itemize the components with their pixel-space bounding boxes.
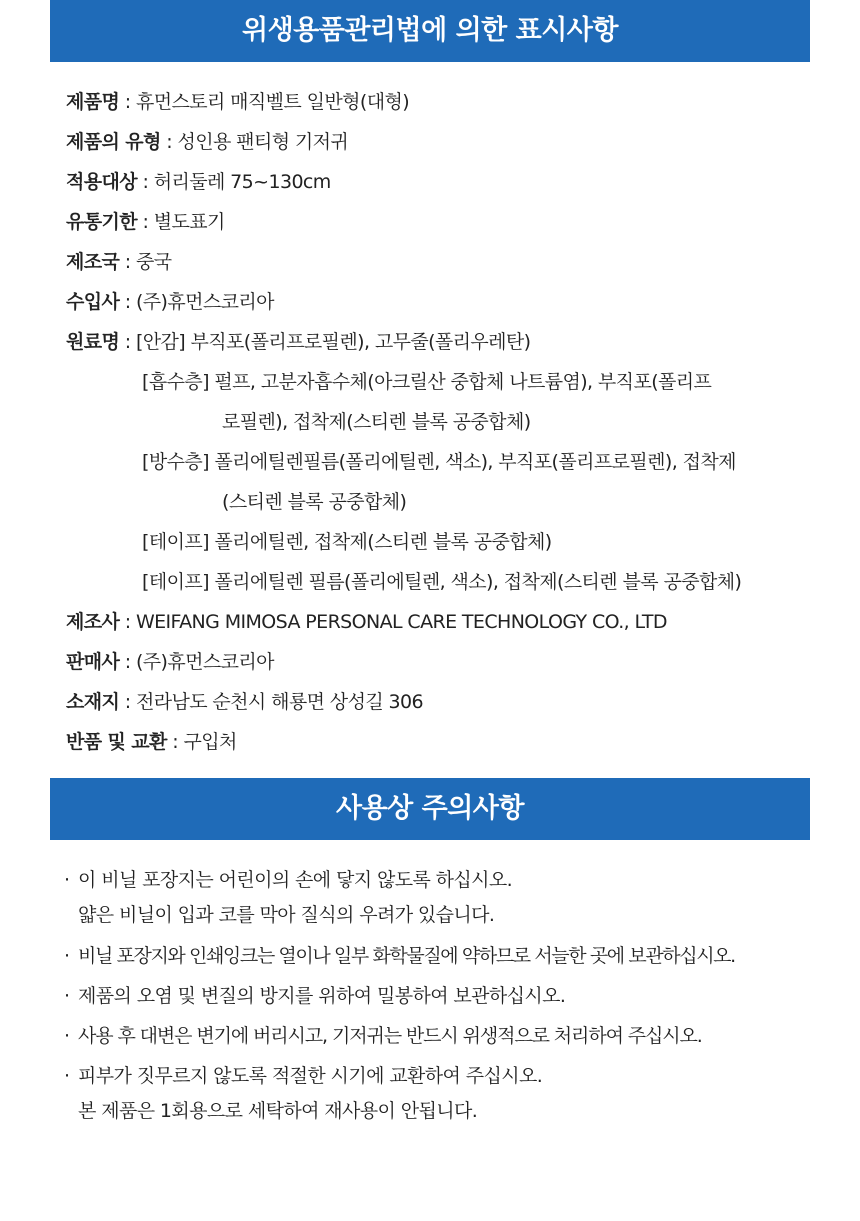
precaution-item bbox=[64, 944, 735, 968]
info-separator: : bbox=[166, 731, 184, 753]
info-separator: : bbox=[119, 291, 136, 313]
material-tape-2 bbox=[142, 570, 741, 594]
material-text: 폴리에틸렌, 접착제(스티렌 블록 공중합체) bbox=[214, 531, 552, 553]
precaution-item bbox=[64, 984, 565, 1008]
precaution-item bbox=[64, 1024, 702, 1048]
info-label: 적용대상 bbox=[66, 171, 138, 193]
info-label: 제조국 bbox=[66, 251, 120, 273]
section-header-label-info: 위생용품관리법에 의한 표시사항 bbox=[50, 0, 810, 62]
info-value: 중국 bbox=[135, 251, 172, 273]
bullet-icon: · bbox=[64, 869, 70, 891]
precaution-text: 이 비닐 포장지는 어린이의 손에 닿지 않도록 하십시오. bbox=[78, 869, 513, 891]
info-row-importer bbox=[66, 290, 274, 314]
info-value: 성인용 팬티형 기저귀 bbox=[177, 131, 349, 153]
info-row-expiry bbox=[66, 210, 225, 234]
info-value: WEIFANG MIMOSA PERSONAL CARE TECHNOLOGY CO., LTD bbox=[135, 611, 667, 633]
precaution-text: 제품의 오염 및 변질의 방지를 위하여 밀봉하여 보관하십시오. bbox=[78, 985, 566, 1007]
info-row-materials bbox=[66, 330, 530, 354]
info-label: 수입사 bbox=[66, 291, 120, 313]
section-header-precautions: 사용상 주의사항 bbox=[50, 778, 810, 840]
precaution-item bbox=[64, 1064, 542, 1088]
info-row-product-name bbox=[66, 90, 409, 114]
bullet-icon: · bbox=[64, 1065, 70, 1087]
material-waterproof-line2: (스티렌 블록 공중합체) bbox=[222, 491, 407, 513]
bullet-icon: · bbox=[64, 985, 70, 1007]
material-text: 펄프, 고분자흡수체(아크릴산 중합체 나트륨염), 부직포(폴리프 bbox=[214, 371, 712, 393]
precaution-text: 비닐 포장지와 인쇄잉크는 열이나 일부 화학물질에 약하므로 서늘한 곳에 보관하십시오. bbox=[78, 945, 735, 967]
info-separator: : bbox=[119, 691, 136, 713]
precaution-continuation: 얇은 비닐이 입과 코를 막아 질식의 우려가 있습니다. bbox=[78, 904, 495, 926]
info-label: 소재지 bbox=[66, 691, 120, 713]
info-separator: : bbox=[119, 251, 136, 273]
info-separator: : bbox=[137, 211, 154, 233]
info-separator: : bbox=[137, 171, 154, 193]
material-tag: [흡수층] bbox=[142, 371, 209, 393]
info-label: 제조사 bbox=[66, 611, 120, 633]
material-absorbent-line2: 로필렌), 접착제(스티렌 블록 공중합체) bbox=[222, 411, 531, 433]
info-separator: : bbox=[119, 651, 136, 673]
material-text: 폴리에틸렌필름(폴리에틸렌, 색소), 부직포(폴리프로필렌), 접착제 bbox=[214, 451, 736, 473]
precaution-continuation: 본 제품은 1회용으로 세탁하여 재사용이 안됩니다. bbox=[78, 1100, 478, 1122]
info-row-target bbox=[66, 170, 331, 194]
info-value: (주)휴먼스코리아 bbox=[135, 291, 274, 313]
info-label: 원료명 bbox=[66, 331, 120, 353]
info-row-address bbox=[66, 690, 423, 714]
material-tag: [테이프] bbox=[142, 571, 209, 593]
info-separator: : bbox=[119, 91, 136, 113]
info-label: 판매사 bbox=[66, 651, 120, 673]
material-absorbent-line1 bbox=[142, 370, 711, 394]
bullet-icon: · bbox=[64, 1025, 70, 1047]
info-row-returns bbox=[66, 730, 237, 754]
info-row-seller bbox=[66, 650, 274, 674]
info-row-product-type bbox=[66, 130, 348, 154]
info-separator: : bbox=[160, 131, 178, 153]
info-row-country bbox=[66, 250, 171, 274]
material-tag: [테이프] bbox=[142, 531, 209, 553]
info-value: (주)휴먼스코리아 bbox=[135, 651, 274, 673]
material-text: 폴리에틸렌 필름(폴리에틸렌, 색소), 접착제(스티렌 블록 공중합체) bbox=[214, 571, 742, 593]
material-tag: [방수층] bbox=[142, 451, 209, 473]
precaution-text: 피부가 짓무르지 않도록 적절한 시기에 교환하여 주십시오. bbox=[78, 1065, 543, 1087]
material-waterproof-line1 bbox=[142, 450, 736, 474]
info-value: 휴먼스토리 매직벨트 일반형(대형) bbox=[135, 91, 410, 113]
info-value: 전라남도 순천시 해룡면 상성길 306 bbox=[135, 691, 423, 713]
bullet-icon: · bbox=[64, 945, 70, 967]
info-label: 반품 및 교환 bbox=[66, 731, 167, 753]
info-label: 제품명 bbox=[66, 91, 120, 113]
material-tape-1 bbox=[142, 530, 552, 554]
info-value: [안감] 부직포(폴리프로필렌), 고무줄(폴리우레탄) bbox=[135, 331, 531, 353]
info-label: 유통기한 bbox=[66, 211, 138, 233]
info-value: 구입처 bbox=[183, 731, 237, 753]
precaution-text: 사용 후 대변은 변기에 버리시고, 기저귀는 반드시 위생적으로 처리하여 주십시오. bbox=[78, 1025, 702, 1047]
info-separator: : bbox=[119, 611, 136, 633]
info-value: 별도표기 bbox=[153, 211, 225, 233]
info-label: 제품의 유형 bbox=[66, 131, 161, 153]
info-row-manufacturer bbox=[66, 610, 667, 634]
precaution-item bbox=[64, 868, 512, 892]
info-separator: : bbox=[119, 331, 136, 353]
info-value: 허리둘레 75~130cm bbox=[153, 171, 331, 193]
